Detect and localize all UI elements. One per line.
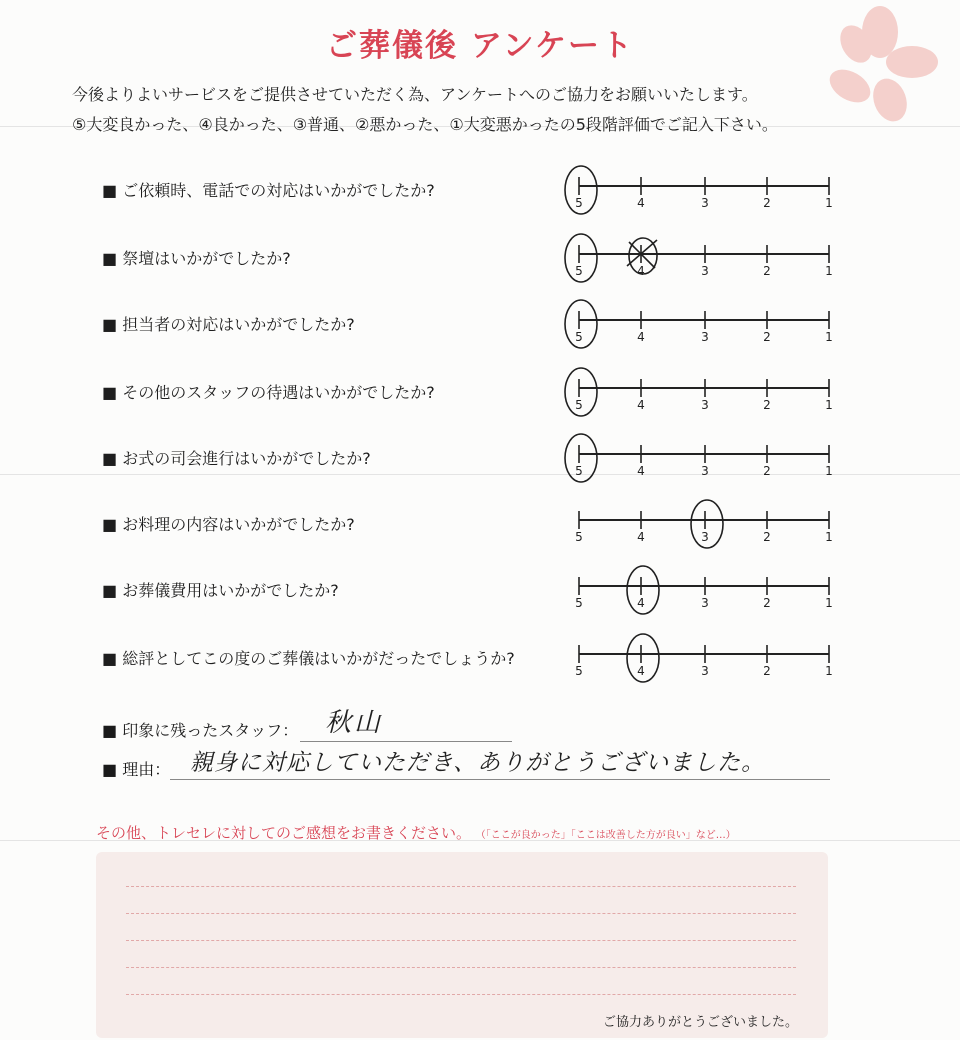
rating-scale[interactable] [555, 304, 855, 344]
question-label: ■ 祭壇はいかがでしたか? [102, 249, 291, 268]
scale-tick-label: 2 [763, 596, 771, 610]
reason-answer: 親身に対応していただき、ありがとうございました。 [190, 750, 766, 776]
scale-tick-label: 1 [825, 398, 833, 412]
scale-tick-label: 1 [825, 464, 833, 478]
scale-tick-label: 2 [763, 330, 771, 344]
question-label: ■ ご依頼時、電話での対応はいかがでしたか? [102, 181, 435, 200]
rating-scale[interactable] [555, 638, 855, 678]
scale-tick-label: 2 [763, 530, 771, 544]
scale-tick-label: 5 [575, 664, 583, 678]
question-label: ■ 担当者の対応はいかがでしたか? [102, 315, 355, 334]
scale-tick-label: 2 [763, 264, 771, 278]
scale-tick-label: 1 [825, 530, 833, 544]
scale-tick-label: 3 [701, 196, 709, 210]
reason-label: ■ 理由： [102, 760, 171, 779]
scale-tick-label: 5 [575, 264, 583, 278]
question-label: ■ 総評としてこの度のご葬儀はいかがだったでしょうか? [102, 649, 515, 668]
scale-tick-label: 5 [575, 596, 583, 610]
scale-tick-label: 3 [701, 264, 709, 278]
scale-tick-label: 3 [701, 330, 709, 344]
scale-tick-label: 4 [637, 464, 645, 478]
scale-tick-label: 5 [575, 464, 583, 478]
rating-scale[interactable] [555, 372, 855, 412]
scale-tick-label: 4 [637, 664, 645, 678]
scale-tick-label: 3 [701, 664, 709, 678]
intro-line-1: 今後よりよいサービスをご提供させていただく為、アンケートへのご協力をお願いいたします。 [72, 85, 758, 104]
scale-tick-label: 5 [575, 530, 583, 544]
scale-tick-label: 3 [701, 398, 709, 412]
rating-scale[interactable] [555, 170, 855, 210]
scale-tick-label: 1 [825, 264, 833, 278]
scale-tick-label: 5 [575, 398, 583, 412]
comment-prompt [96, 822, 736, 843]
comment-prompt-hint: （「ここが良かった」「ここは改善した方が良い」など…） [475, 830, 736, 841]
question-label: ■ お葬儀費用はいかがでしたか? [102, 581, 339, 600]
scale-tick-label: 1 [825, 596, 833, 610]
scale-tick-label: 3 [701, 530, 709, 544]
scale-tick-label: 4 [637, 596, 645, 610]
staff-label: ■ 印象に残ったスタッフ： [102, 721, 299, 740]
comment-box[interactable] [96, 852, 828, 1038]
scale-tick-label: 1 [825, 664, 833, 678]
scale-tick-label: 5 [575, 330, 583, 344]
scale-tick-label: 4 [637, 330, 645, 344]
intro-line-2: ⑤大変良かった、④良かった、③普通、②悪かった、①大変悪かったの5段階評価でご記入下さい。 [72, 115, 778, 134]
comment-line [126, 967, 796, 968]
reason-underline [170, 779, 830, 780]
scale-tick-label: 2 [763, 398, 771, 412]
scale-tick-label: 5 [575, 196, 583, 210]
comment-line [126, 940, 796, 941]
rating-scale[interactable] [555, 238, 855, 278]
staff-underline [300, 741, 512, 742]
scale-tick-label: 3 [701, 464, 709, 478]
comment-line [126, 994, 796, 995]
scale-tick-label: 4 [637, 398, 645, 412]
rating-scale[interactable] [555, 570, 855, 610]
comment-line [126, 886, 796, 887]
question-label: ■ その他のスタッフの待遇はいかがでしたか? [102, 383, 435, 402]
comment-line [126, 913, 796, 914]
rating-scale[interactable] [555, 504, 855, 544]
scale-tick-label: 1 [825, 196, 833, 210]
rating-scale[interactable] [555, 438, 855, 478]
scale-tick-label: 2 [763, 464, 771, 478]
scale-tick-label: 2 [763, 664, 771, 678]
page-title: ご葬儀後 アンケート [326, 28, 634, 64]
scale-tick-label: 1 [825, 330, 833, 344]
staff-answer: 秋山 [325, 708, 384, 738]
scale-tick-label: 4 [637, 264, 645, 278]
thanks-text: ご協力ありがとうございました。 [602, 1015, 798, 1030]
scale-tick-label: 3 [701, 596, 709, 610]
comment-prompt-text: その他、トレセレに対してのご感想をお書きください。 [96, 824, 472, 842]
question-label: ■ お式の司会進行はいかがでしたか? [102, 449, 371, 468]
scale-tick-label: 4 [637, 196, 645, 210]
question-label: ■ お料理の内容はいかがでしたか? [102, 515, 355, 534]
scale-tick-label: 4 [637, 530, 645, 544]
scale-tick-label: 2 [763, 196, 771, 210]
